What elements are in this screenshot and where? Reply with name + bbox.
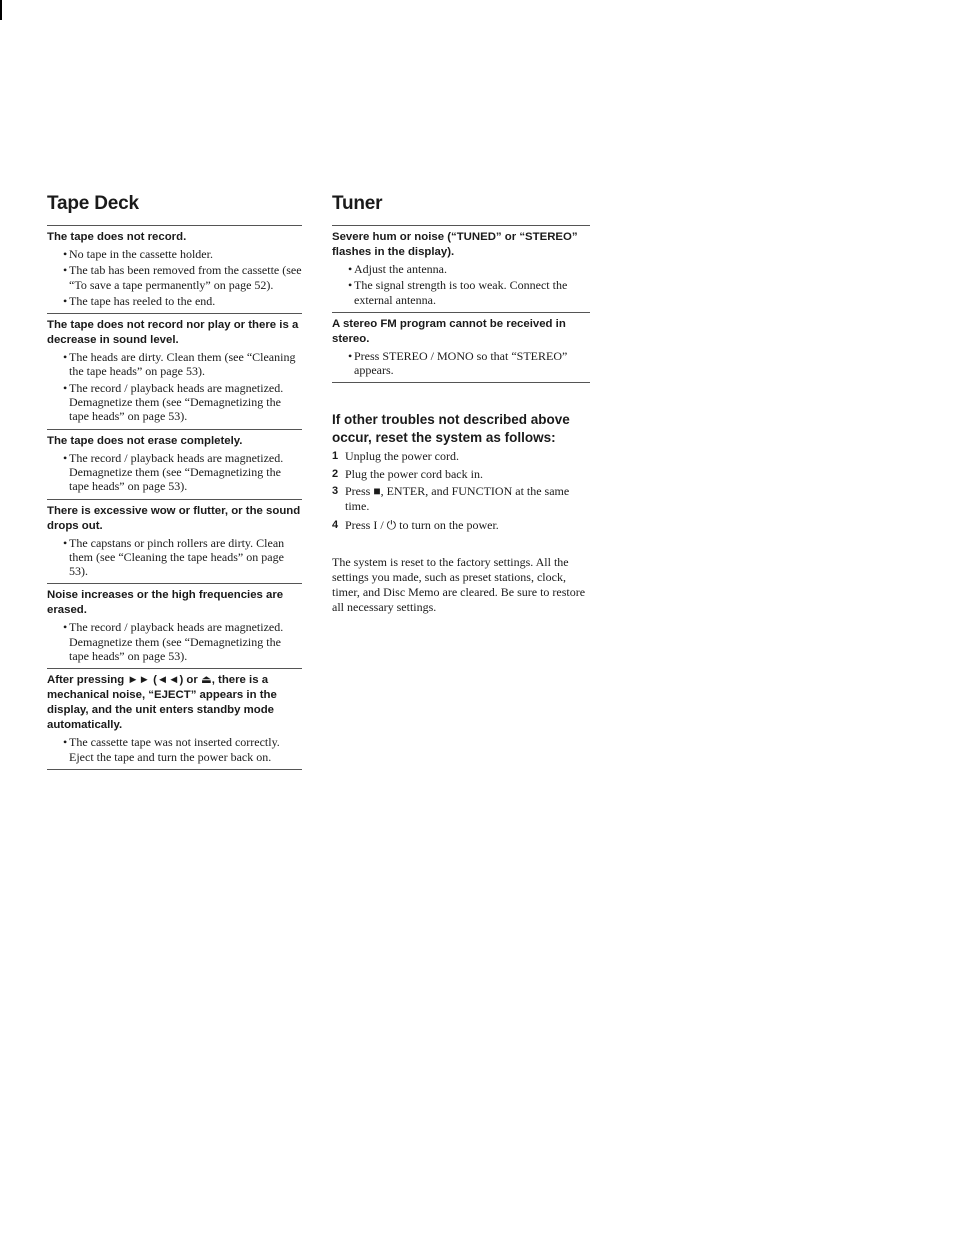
- remedy-list: [47, 620, 302, 663]
- remedy-item: • The tape has reeled to the end.: [63, 294, 302, 308]
- remedy-list: [332, 349, 590, 378]
- remedy-list: [47, 247, 302, 308]
- step-number: 1: [332, 450, 339, 463]
- trouble-heading: The tape does not record nor play or there is a decrease in sound level.: [47, 319, 299, 347]
- trouble-heading: A stereo FM program cannot be received in stereo.: [332, 317, 566, 345]
- trouble-item: [47, 430, 302, 499]
- trouble-item: [47, 500, 302, 584]
- remedy-item: • The record / playback heads are magnetized. Demagnetize them (see “Demagnetizing the tape heads” on page 53).: [63, 381, 302, 424]
- remedy-item: • The heads are dirty. Clean them (see “Cleaning the tape heads” on page 53).: [63, 350, 302, 379]
- reset-procedure: [332, 411, 590, 615]
- tuner-section: [332, 193, 590, 615]
- section-end-rule: [332, 382, 590, 383]
- remedy-list: [47, 536, 302, 579]
- reset-step-list: [332, 449, 590, 533]
- remedy-list: [332, 262, 590, 307]
- remedy-item: • The signal strength is too weak. Connect the external antenna.: [348, 278, 590, 307]
- trouble-item: [332, 313, 590, 383]
- section-end-rule: [47, 769, 302, 770]
- remedy-item: • The capstans or pinch rollers are dirty. Clean them (see “Cleaning the tape heads” on page 53).: [63, 536, 302, 579]
- reset-step: [332, 449, 590, 464]
- reset-heading: If other troubles not described above occur, reset the system as follows:: [332, 412, 570, 445]
- remedy-list: [47, 735, 302, 764]
- remedy-item: • The record / playback heads are magnetized. Demagnetize them (see “Demagnetizing the tape heads” on page 53).: [63, 451, 302, 494]
- trouble-heading: The tape does not erase completely.: [47, 434, 243, 447]
- reset-step: [332, 518, 590, 533]
- remedy-item: • The record / playback heads are magnetized. Demagnetize them (see “Demagnetizing the tape heads” on page 53).: [63, 620, 302, 663]
- trouble-heading: After pressing ►► (◄◄) or ⏏, there is a mechanical noise, “EJECT” appears in the display, and the unit enters standby mode automatically.: [47, 674, 277, 732]
- reset-step: [332, 467, 590, 482]
- tape-deck-section: [47, 193, 302, 770]
- remedy-list: [47, 451, 302, 494]
- remedy-item: • No tape in the cassette holder.: [63, 247, 302, 261]
- trouble-heading: The tape does not record.: [47, 231, 187, 243]
- trouble-item: [47, 669, 302, 769]
- trouble-item: [332, 226, 590, 312]
- trouble-item: [47, 584, 302, 668]
- step-text: Press I / ⏻ to turn on the power.: [345, 518, 499, 533]
- step-number: 2: [332, 467, 339, 480]
- trouble-item: [47, 226, 302, 313]
- trouble-item: [47, 314, 302, 428]
- step-number: 3: [332, 485, 339, 498]
- reset-note: The system is reset to the factory settings. All the settings you made, such as preset stations, clock, timer, and Disc Memo are cleared. Be sure to restore all necessary settings.: [332, 554, 586, 614]
- tuner-title: Tuner: [332, 193, 383, 214]
- remedy-item: • The tab has been removed from the cassette (see “To save a tape permanently” on page 52).: [63, 263, 302, 292]
- tuner-problem-list: [332, 225, 590, 382]
- trouble-heading: There is excessive wow or flutter, or the sound drops out.: [47, 504, 301, 532]
- trouble-heading: Noise increases or the high frequencies are erased.: [47, 589, 284, 617]
- tape-deck-problem-list: [47, 225, 302, 769]
- step-text: Unplug the power cord.: [345, 449, 459, 464]
- reset-step: [332, 484, 590, 513]
- step-number: 4: [332, 519, 339, 532]
- step-text: Plug the power cord back in.: [345, 466, 483, 481]
- trouble-heading: Severe hum or noise (“TUNED” or “STEREO” flashes in the display).: [332, 231, 578, 258]
- tape-deck-title: Tape Deck: [47, 193, 139, 214]
- remedy-list: [47, 350, 302, 423]
- step-text: Press ■, ENTER, and FUNCTION at the same time.: [345, 484, 570, 513]
- page-edge-mark: [0, 0, 2, 20]
- remedy-item: • Press STEREO / MONO so that “STEREO” appears.: [348, 349, 590, 378]
- remedy-item: • The cassette tape was not inserted correctly. Eject the tape and turn the power back on.: [63, 735, 302, 764]
- remedy-item: • Adjust the antenna.: [348, 262, 590, 276]
